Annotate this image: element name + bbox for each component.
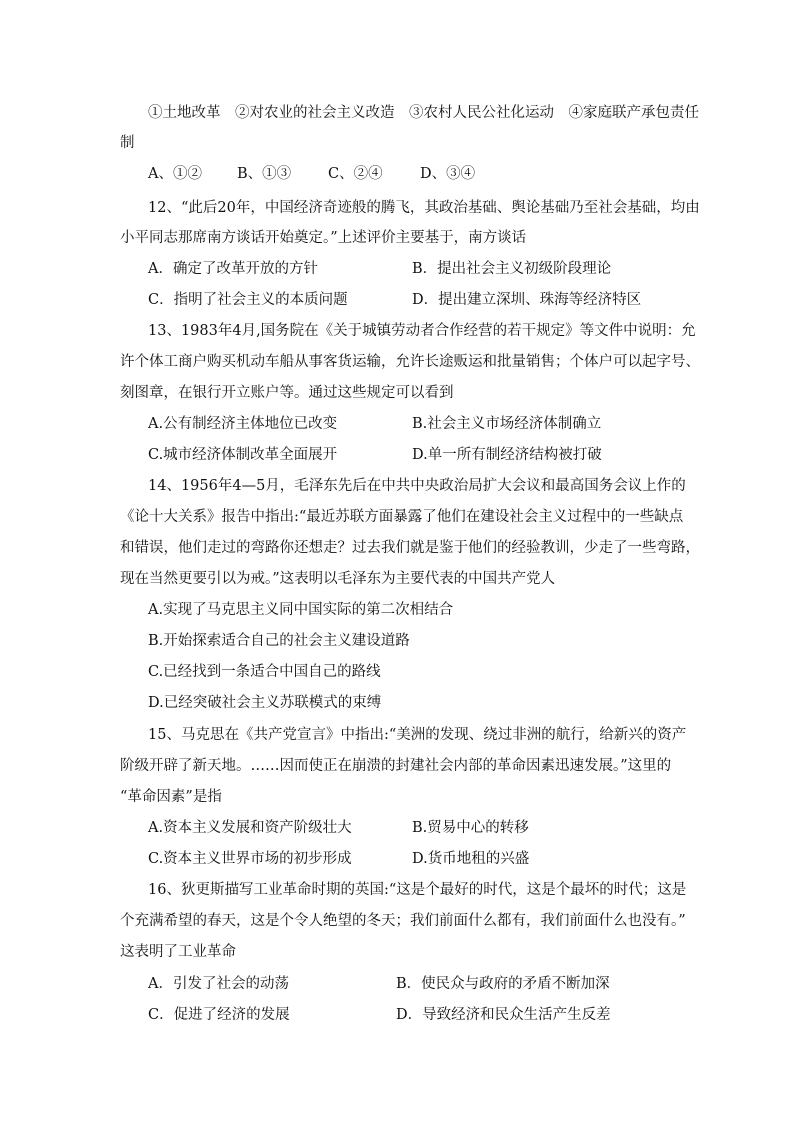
q16-option-b: B．使民众与政府的矛盾不断加深 (396, 976, 610, 992)
q16-line-2: 个充满希望的春天，这是个令人绝望的冬天；我们前面什么都有，我们前面什么也没有。” (120, 913, 686, 929)
q15-option-b: B.贸易中心的转移 (412, 820, 529, 836)
q14-option-a: A.实现了马克思主义同中国实际的第二次相结合 (148, 602, 454, 618)
q13-option-c: C.城市经济体制改革全面展开 (148, 447, 338, 463)
q14-line-2: 《论十大关系》报告中指出:“最近苏联方面暴露了他们在建设社会主义过程中的一些缺点 (120, 509, 684, 525)
q13-option-b: B.社会主义市场经济体制确立 (412, 416, 602, 432)
q16-option-d: D．导致经济和民众生活产生反差 (396, 1007, 611, 1023)
q13-option-a: A.公有制经济主体地位已改变 (148, 416, 338, 432)
q12-option-d: D．提出建立深圳、珠海等经济特区 (412, 292, 642, 308)
q12-line-2: 小平同志那席南方谈话开始奠定。”上述评价主要基于，南方谈话 (120, 230, 527, 246)
q15-option-a: A.资本主义发展和资产阶级壮大 (148, 820, 352, 836)
q15-line-3: “革命因素”是指 (120, 789, 222, 805)
q12-option-b: B．提出社会主义初级阶段理论 (412, 261, 612, 277)
prev-option-d: D、③④ (420, 166, 476, 182)
q14-line-4: 现在当然更要引以为戒。”这表明以毛泽东为主要代表的中国共产党人 (120, 571, 556, 587)
q16-option-c: C．促进了经济的发展 (148, 1007, 290, 1023)
q15-option-c: C.资本主义世界市场的初步形成 (148, 851, 352, 867)
q15-option-d: D.货币地租的兴盛 (412, 851, 530, 867)
prev-question-line-2: 制 (120, 135, 135, 151)
q14-line-1: 14、1956年4—5月，毛泽东先后在中共中央政治局扩大会议和最高国务会议上作的 (148, 478, 686, 494)
q15-line-2: 阶级开辟了新天地。……因而使正在崩溃的封建社会内部的革命因素迅速发展。”这里的 (120, 758, 672, 774)
prev-option-c: C、②④ (328, 166, 383, 182)
q13-line-3: 刻图章，在银行开立账户等。通过这些规定可以看到 (120, 385, 454, 401)
q16-line-1: 16、狄更斯描写工业革命时期的英国:“这是个最好的时代，这是个最坏的时代；这是 (148, 882, 687, 898)
q14-option-c: C.已经找到一条适合中国自己的路线 (148, 664, 381, 680)
q12-option-c: C．指明了社会主义的本质问题 (148, 292, 348, 308)
q12-line-1: 12、“此后20年，中国经济奇迹般的腾飞，其政治基础、舆论基础乃至社会基础，均由 (148, 200, 700, 216)
q13-option-d: D.单一所有制经济结构被打破 (412, 447, 602, 463)
q12-option-a: A．确定了改革开放的方针 (148, 261, 318, 277)
q16-option-a: A．引发了社会的动荡 (148, 976, 289, 992)
prev-question-line-1: ①土地改革 ②对农业的社会主义改造 ③农村人民公社化运动 ④家庭联产承包责任 (148, 105, 699, 121)
q14-option-d: D.已经突破社会主义苏联模式的束缚 (148, 695, 382, 711)
prev-option-b: B、①③ (237, 166, 292, 182)
q14-line-3: 和错误，他们走过的弯路你还想走？过去我们就是鉴于他们的经验教训，少走了一些弯路， (120, 540, 700, 556)
prev-option-a: A、①② (148, 166, 202, 182)
q13-line-1: 13、1983年4月,国务院在《关于城镇劳动者合作经营的若干规定》等文件中说明：允 (148, 323, 696, 339)
q13-line-2: 许个体工商户购买机动车船从事客货运输，允许长途贩运和批量销售；个体户可以起字号、 (120, 354, 700, 370)
q15-line-1: 15、马克思在《共产党宣言》中指出:“美洲的发现、绕过非洲的航行，给新兴的资产 (148, 727, 687, 743)
q16-line-3: 这表明了工业革命 (120, 944, 236, 960)
q14-option-b: B.开始探索适合自己的社会主义建设道路 (148, 633, 410, 649)
